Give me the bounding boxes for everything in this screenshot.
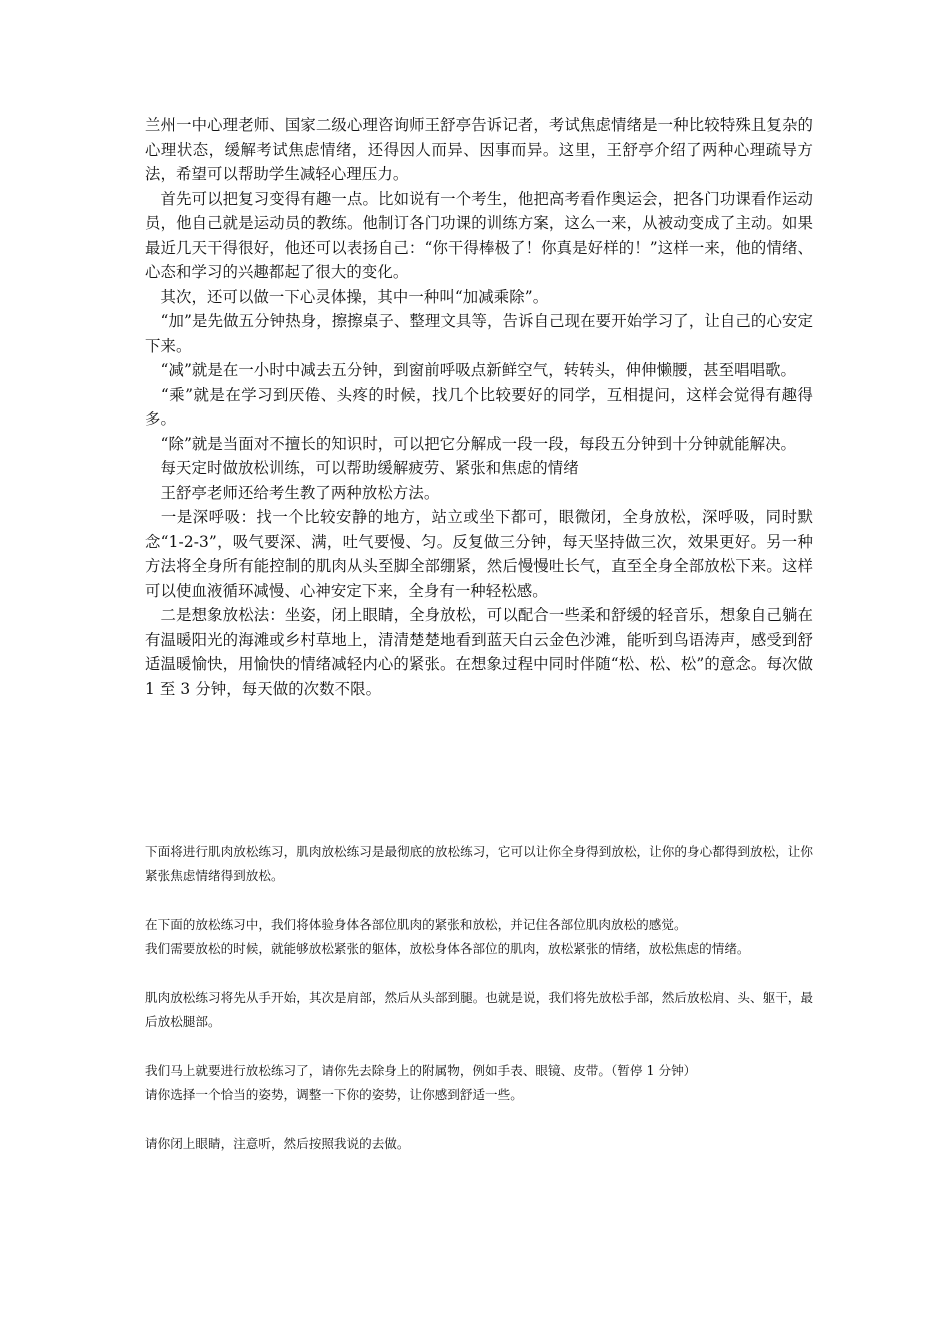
article-paragraph-multiply: “乘”就是在学习到厌倦、头疼的时候，找几个比较要好的同学，互相提问，这样会觉得有趣得多。: [145, 385, 813, 428]
relaxation-exercise-section: [145, 840, 813, 1156]
paragraph-gap: [145, 1033, 813, 1059]
exercise-paragraph-intro: 下面将进行肌肉放松练习，肌肉放松练习是最彻底的放松练习，它可以让你全身得到放松，让你的身心都得到放松，让你紧张焦虑情绪得到放松。: [145, 844, 813, 883]
paragraph-gap: [145, 1106, 813, 1132]
exercise-paragraph-posture: 请你选择一个恰当的姿势，调整一下你的姿势，让你感到舒适一些。: [145, 1086, 523, 1102]
exercise-paragraph-need: 我们需要放松的时候，就能够放松紧张的躯体，放松身体各部位的肌肉，放松紧张的情绪，放松焦虑的情绪。: [145, 940, 750, 956]
paragraph-gap: [145, 887, 813, 913]
article-paragraph-divide: “除”就是当面对不擅长的知识时，可以把它分解成一段一段，每段五分钟到十分钟就能解决。: [145, 434, 797, 453]
article-paragraph-method-two: 其次，还可以做一下心灵体操，其中一种叫“加减乘除”。: [145, 287, 549, 306]
exercise-paragraph-prepare: 我们马上就要进行放松练习了，请你先去除身上的附属物，例如手表、眼镜、皮带。（暂停 1 分钟）: [145, 1063, 697, 1078]
exercise-paragraph-order: 肌肉放松练习将先从手开始，其次是肩部，然后从头部到腿。也就是说，我们将先放松手部，然后放松肩、头、躯干，最后放松腿部。: [145, 990, 813, 1029]
article-paragraph-two-methods: 王舒亭老师还给考生教了两种放松方法。: [145, 483, 440, 502]
article-paragraph-subtract: “减”就是在一小时中减去五分钟，到窗前呼吸点新鲜空气，转转头，伸伸懒腰，甚至唱唱歌。: [145, 361, 797, 379]
article-paragraph-intro: 兰州一中心理老师、国家二级心理咨询师王舒亭告诉记者，考试焦虑情绪是一种比较特殊且复杂的心理状态，缓解考试焦虑情绪，还得因人而异、因事而异。这里，王舒亭介绍了两种心理疏导方法，希望可以帮助学生减轻心理压力。: [145, 116, 813, 183]
article-paragraph-imagination: 二是想象放松法：坐姿，闭上眼睛，全身放松，可以配合一些柔和舒缓的轻音乐，想象自己躺在有温暖阳光的海滩或乡村草地上，清清楚楚地看到蓝天白云金色沙滩，能听到鸟语涛声，感受到舒适温暖愉快，用愉快的情绪减轻内心的紧张。在想象过程中同时伴随“松、松、松”的意念。每次做 1 至 3 分钟，每天做的次数不限。: [145, 606, 813, 698]
exercise-paragraph-experience: 在下面的放松练习中，我们将体验身体各部位肌肉的紧张和放松，并记住各部位肌肉放松的感觉。: [145, 917, 687, 932]
exercise-paragraph-close-eyes: 请你闭上眼睛，注意听，然后按照我说的去做。: [145, 1136, 410, 1151]
article-paragraph-deep-breathing: 一是深呼吸：找一个比较安静的地方，站立或坐下都可，眼微闭，全身放松，深呼吸，同时默念“1-2-3”，吸气要深、满，吐气要慢、匀。反复做三分钟，每天坚持做三次，效果更好。另一种方法将全身所有能控制的肌肉从头至脚全部绷紧，然后慢慢吐长气，直至全身全部放松下来。这样可以使血液循环减慢、心神安定下来，全身有一种轻松感。: [145, 508, 813, 600]
article-paragraph-add: “加”是先做五分钟热身，擦擦桌子、整理文具等，告诉自己现在要开始学习了，让自己的心安定下来。: [145, 312, 813, 355]
article-section: [145, 113, 813, 701]
paragraph-gap: [145, 960, 813, 986]
article-paragraph-heading: 每天定时做放松训练，可以帮助缓解疲劳、紧张和焦虑的情绪: [145, 459, 579, 477]
article-paragraph-method-one: 首先可以把复习变得有趣一点。比如说有一个考生，他把高考看作奥运会，把各门功课看作运动员，他自己就是运动员的教练。他制订各门功课的训练方案，这么一来，从被动变成了主动。如果最近几天干得很好，他还可以表扬自己：“你干得棒极了！你真是好样的！”这样一来，他的情绪、心态和学习的兴趣都起了很大的变化。: [145, 189, 813, 281]
